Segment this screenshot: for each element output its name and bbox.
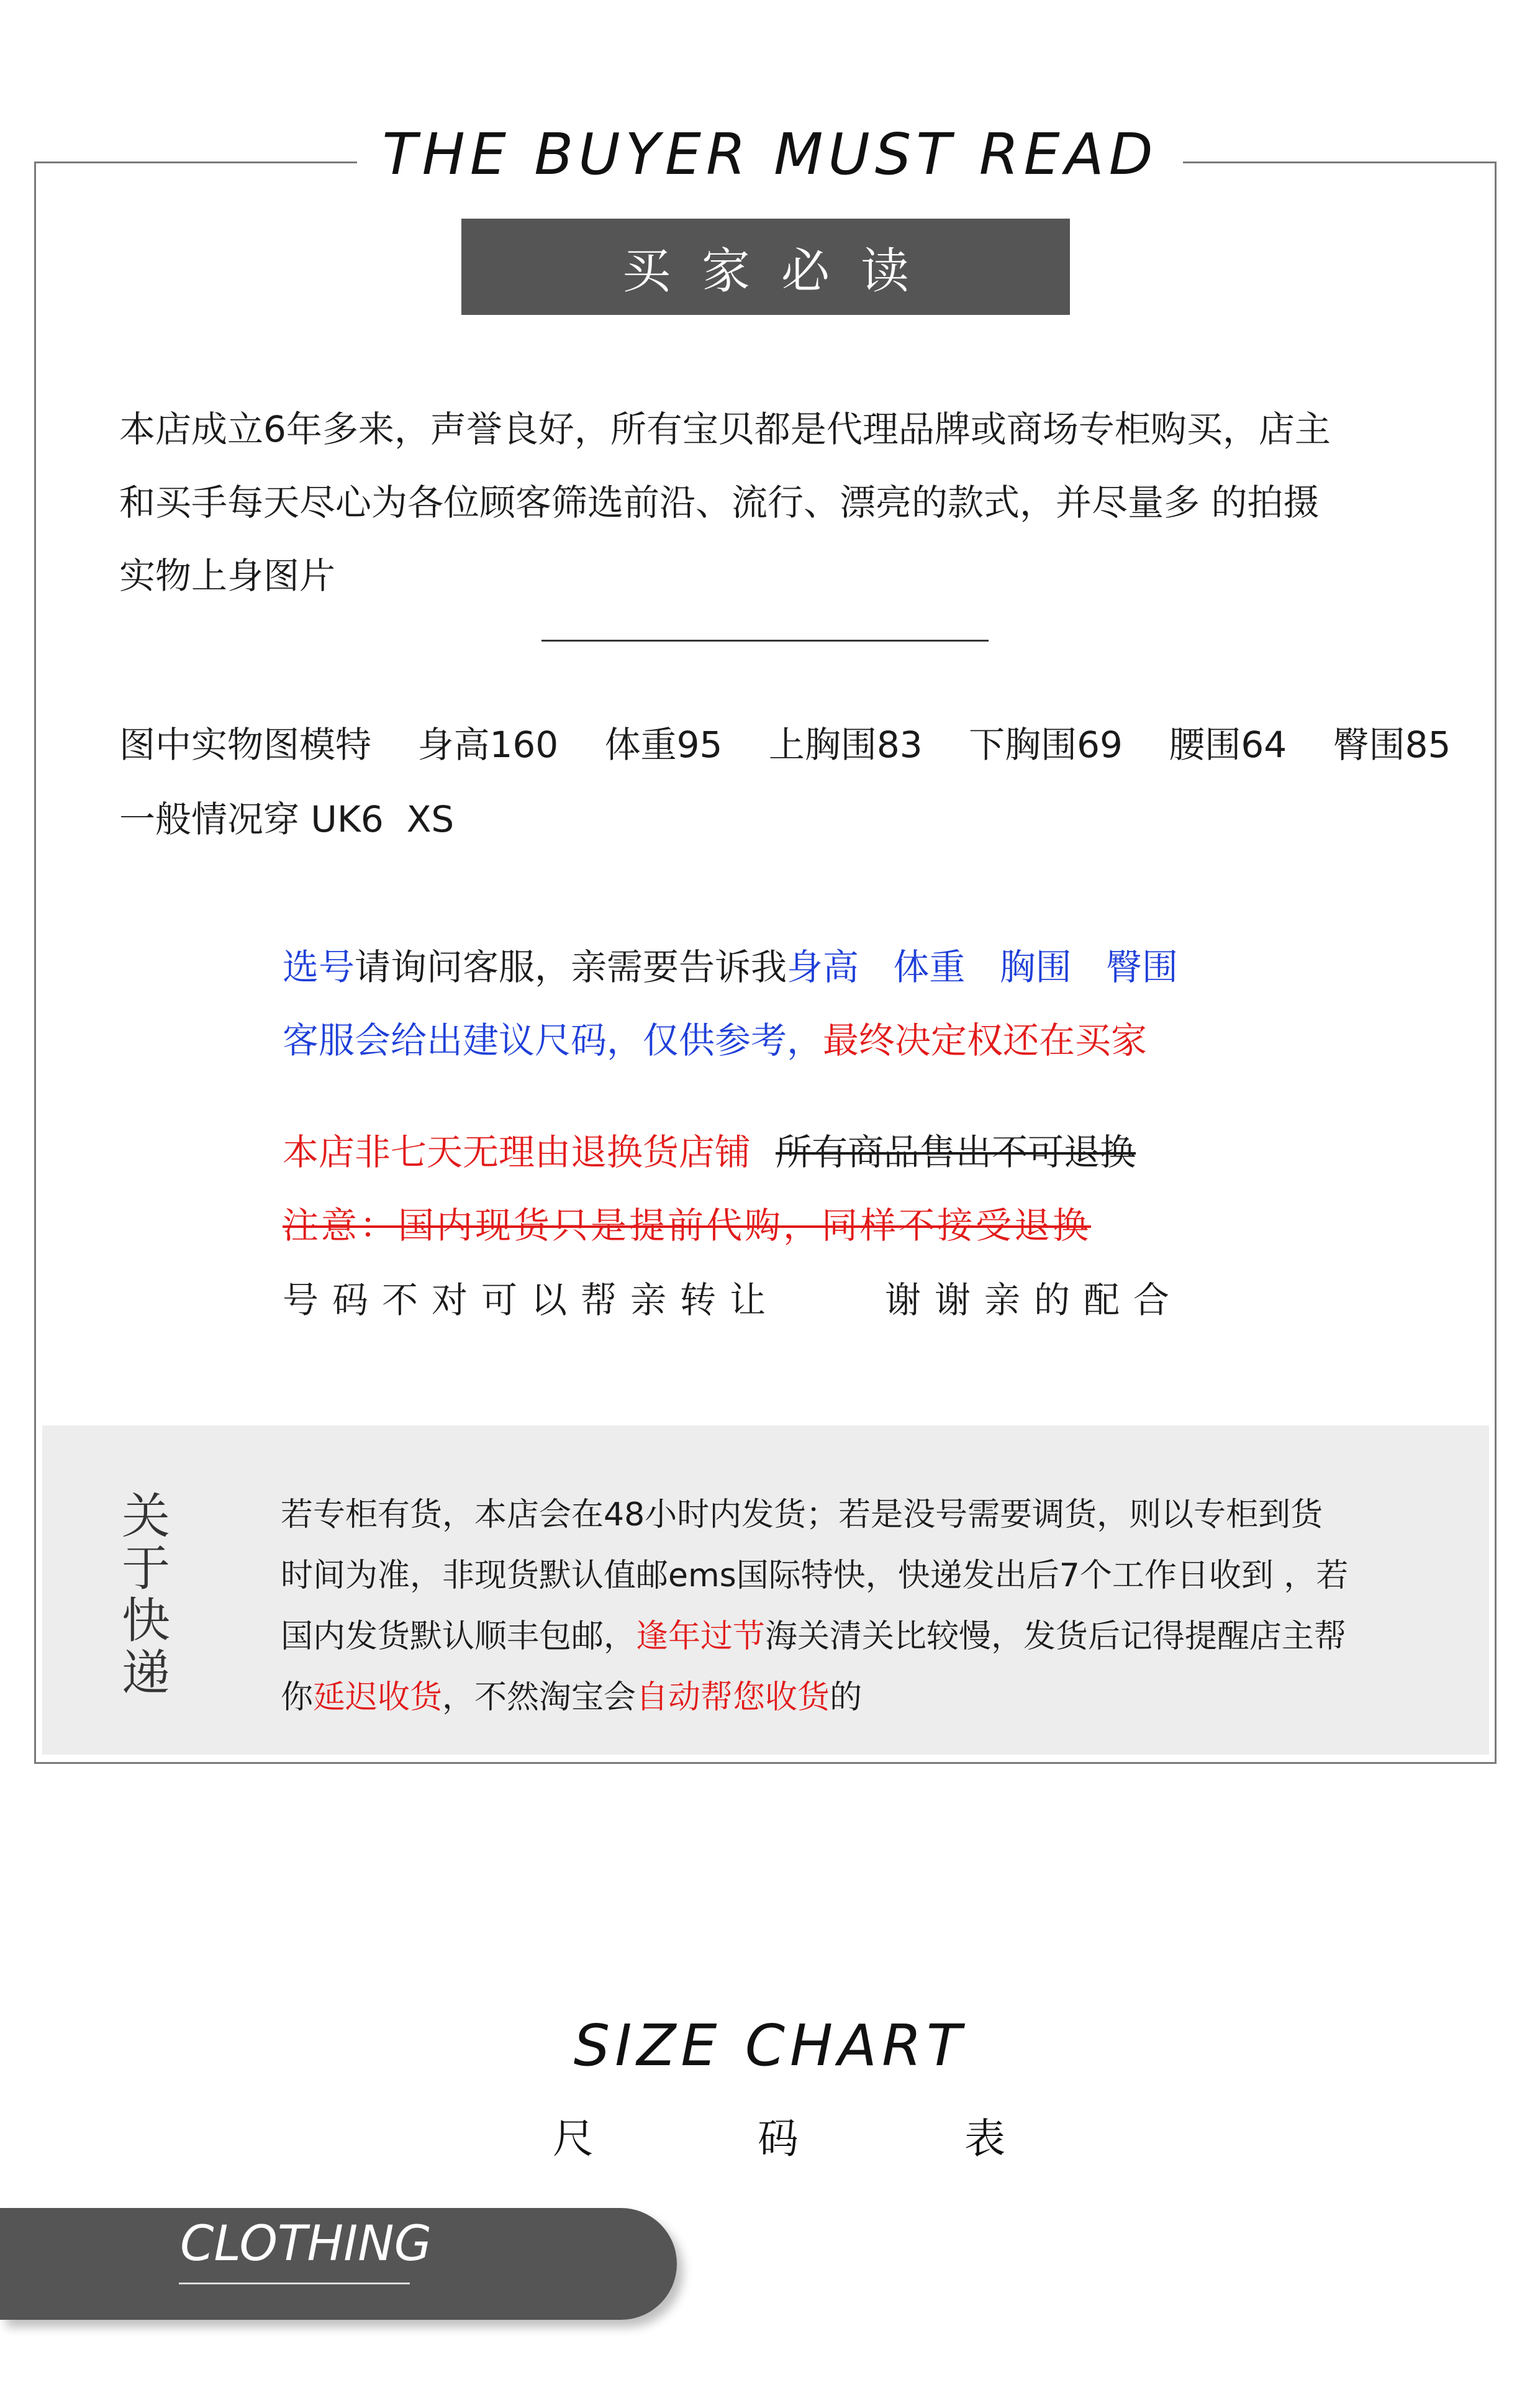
model-measurements (119, 716, 1485, 768)
buyer-must-read-heading: THE BUYER MUST READ (0, 121, 1540, 188)
express-text (281, 1484, 1436, 1728)
return-policy-line-3: 号码不对可以帮亲转让 谢谢亲的配合 (283, 1279, 1184, 1321)
model-item: 上胸围83 (768, 724, 923, 766)
express-line-2: 时间为准，非现货默认值邮ems国际特快，快递发出后7个工作日收到 ，若 (281, 1557, 1349, 1594)
return-policy-line-1: 本店非七天无理由退换货店铺 所有商品售出不可退换 (283, 1131, 1136, 1173)
clothing-underline (179, 2283, 410, 2284)
divider (541, 640, 989, 642)
return-policy-line-2: 注意：国内现货只是提前代购，同样不接受退换 (283, 1204, 1092, 1247)
express-line-4: 你延迟收货，不然淘宝会自动帮您收货的 (281, 1679, 863, 1716)
express-line-1: 若专柜有货，本店会在48小时内发货；若是没号需要调货，则以专柜到货 (281, 1496, 1323, 1533)
model-size: 一般情况穿 UK6 XS (119, 798, 455, 840)
model-item: 腰围64 (1169, 724, 1287, 766)
size-advice-line-1: 选号请询问客服，亲需要告诉我身高 体重 胸围 臀围 (283, 946, 1178, 988)
intro-line-3: 实物上身图片 (119, 555, 336, 597)
model-item: 臀围85 (1333, 724, 1451, 766)
express-title: 关于快递 (121, 1489, 170, 1701)
clothing-label: CLOTHING (180, 2216, 432, 2272)
model-item: 体重95 (604, 724, 723, 766)
intro-line-2: 和买手每天尽心为各位顾客筛选前沿、流行、漂亮的款式，并尽量多 的拍摄 (119, 481, 1320, 524)
size-chart-heading: SIZE CHART (573, 2012, 967, 2079)
express-line-3: 国内发货默认顺丰包邮，逢年过节海关清关比较慢，发货后记得提醒店主帮 (281, 1618, 1347, 1655)
model-item: 身高160 (417, 724, 559, 766)
model-item: 下胸围69 (969, 724, 1123, 766)
model-item: 图中实物图模特 (119, 724, 372, 766)
size-advice-line-2: 客服会给出建议尺码，仅供参考，最终决定权还在买家 (283, 1019, 1148, 1061)
buyer-must-read-banner: 买家必读 (461, 219, 1070, 315)
intro-line-1: 本店成立6年多来，声誉良好，所有宝贝都是代理品牌或商场专柜购买，店主 (119, 408, 1331, 450)
